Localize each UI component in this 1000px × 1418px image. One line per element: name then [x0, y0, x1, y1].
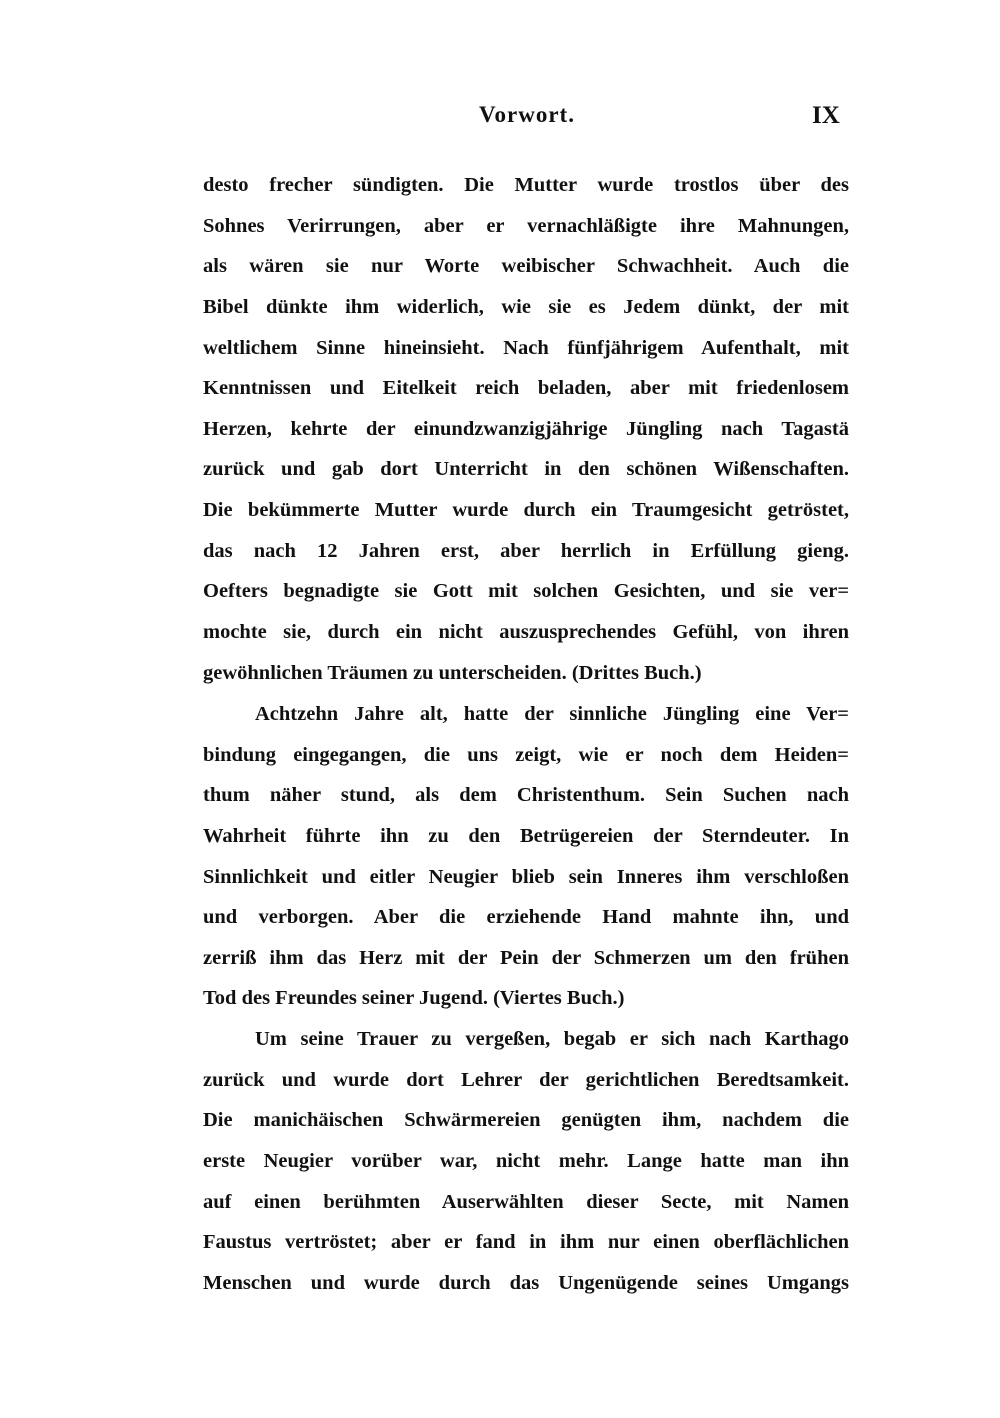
text-line: auf einen berühmten Auserwählten dieser Secte, mit Namen — [203, 1190, 849, 1213]
text-line: Wahrheit führte ihn zu den Betrügereien der Sterndeuter. In — [203, 824, 849, 847]
paragraph-1 — [203, 165, 849, 693]
text-line: Sohnes Verirrungen, aber er vernachläßigte ihre Mahnungen, — [203, 214, 849, 237]
text-line: als wären sie nur Worte weibischer Schwachheit. Auch die — [203, 255, 849, 278]
text-line: bindung eingegangen, die uns zeigt, wie er noch dem Heiden= — [203, 743, 849, 766]
text-line: zurück und gab dort Unterricht in den schönen Wißenschaften. — [203, 458, 849, 481]
text-line: Menschen und wurde durch das Ungenügende seines Umgangs — [203, 1271, 849, 1294]
text-line: das nach 12 Jahren erst, aber herrlich in Erfüllung gieng. — [203, 539, 849, 562]
text-line: Um seine Trauer zu vergeßen, begab er sich nach Karthago — [255, 1028, 849, 1050]
text-line: zurück und wurde dort Lehrer der gerichtlichen Beredtsamkeit. — [203, 1068, 849, 1091]
page-number: IX — [812, 102, 840, 129]
text-line: Die bekümmerte Mutter wurde durch ein Traumgesicht getröstet, — [203, 499, 849, 522]
text-line: thum näher stund, als dem Christenthum. Sein Suchen nach — [203, 784, 849, 807]
text-line: Sinnlichkeit und eitler Neugier blieb sein Inneres ihm verschloßen — [203, 865, 849, 888]
paragraph-3 — [203, 1019, 849, 1303]
text-line: Faustus vertröstet; aber er fand in ihm nur einen oberflächlichen — [203, 1231, 849, 1254]
running-header-title: Vorwort. — [479, 102, 575, 127]
text-line: und verborgen. Aber die erziehende Hand mahnte ihn, und — [203, 906, 849, 929]
text-line: Tod des Freundes seiner Jugend. (Viertes Buch.) — [203, 987, 625, 1010]
text-line: mochte sie, durch ein nicht auszusprechendes Gefühl, von ihren — [203, 621, 849, 644]
text-line: weltlichem Sinne hineinsieht. Nach fünfjährigem Aufenthalt, mit — [203, 336, 849, 359]
text-line: Kenntnissen und Eitelkeit reich beladen, aber mit friedenlosem — [203, 377, 849, 400]
paragraph-2 — [203, 694, 849, 1019]
text-line: Oefters begnadigte sie Gott mit solchen Gesichten, und sie ver= — [203, 580, 849, 603]
text-line: gewöhnlichen Träumen zu unterscheiden. (Drittes Buch.) — [203, 661, 702, 684]
text-line: Achtzehn Jahre alt, hatte der sinnliche Jüngling eine Ver= — [255, 703, 849, 725]
text-line: Bibel dünkte ihm widerlich, wie sie es Jedem dünkt, der mit — [203, 295, 849, 318]
text-line: Herzen, kehrte der einundzwanzigjährige Jüngling nach Tagastä — [203, 417, 849, 440]
text-line: erste Neugier vorüber war, nicht mehr. Lange hatte man ihn — [203, 1149, 849, 1172]
text-line: zerriß ihm das Herz mit der Pein der Schmerzen um den frühen — [203, 946, 849, 969]
text-line: Die manichäischen Schwärmereien genügten ihm, nachdem die — [203, 1109, 849, 1132]
text-line: desto frecher sündigten. Die Mutter wurde trostlos über des — [203, 174, 849, 196]
